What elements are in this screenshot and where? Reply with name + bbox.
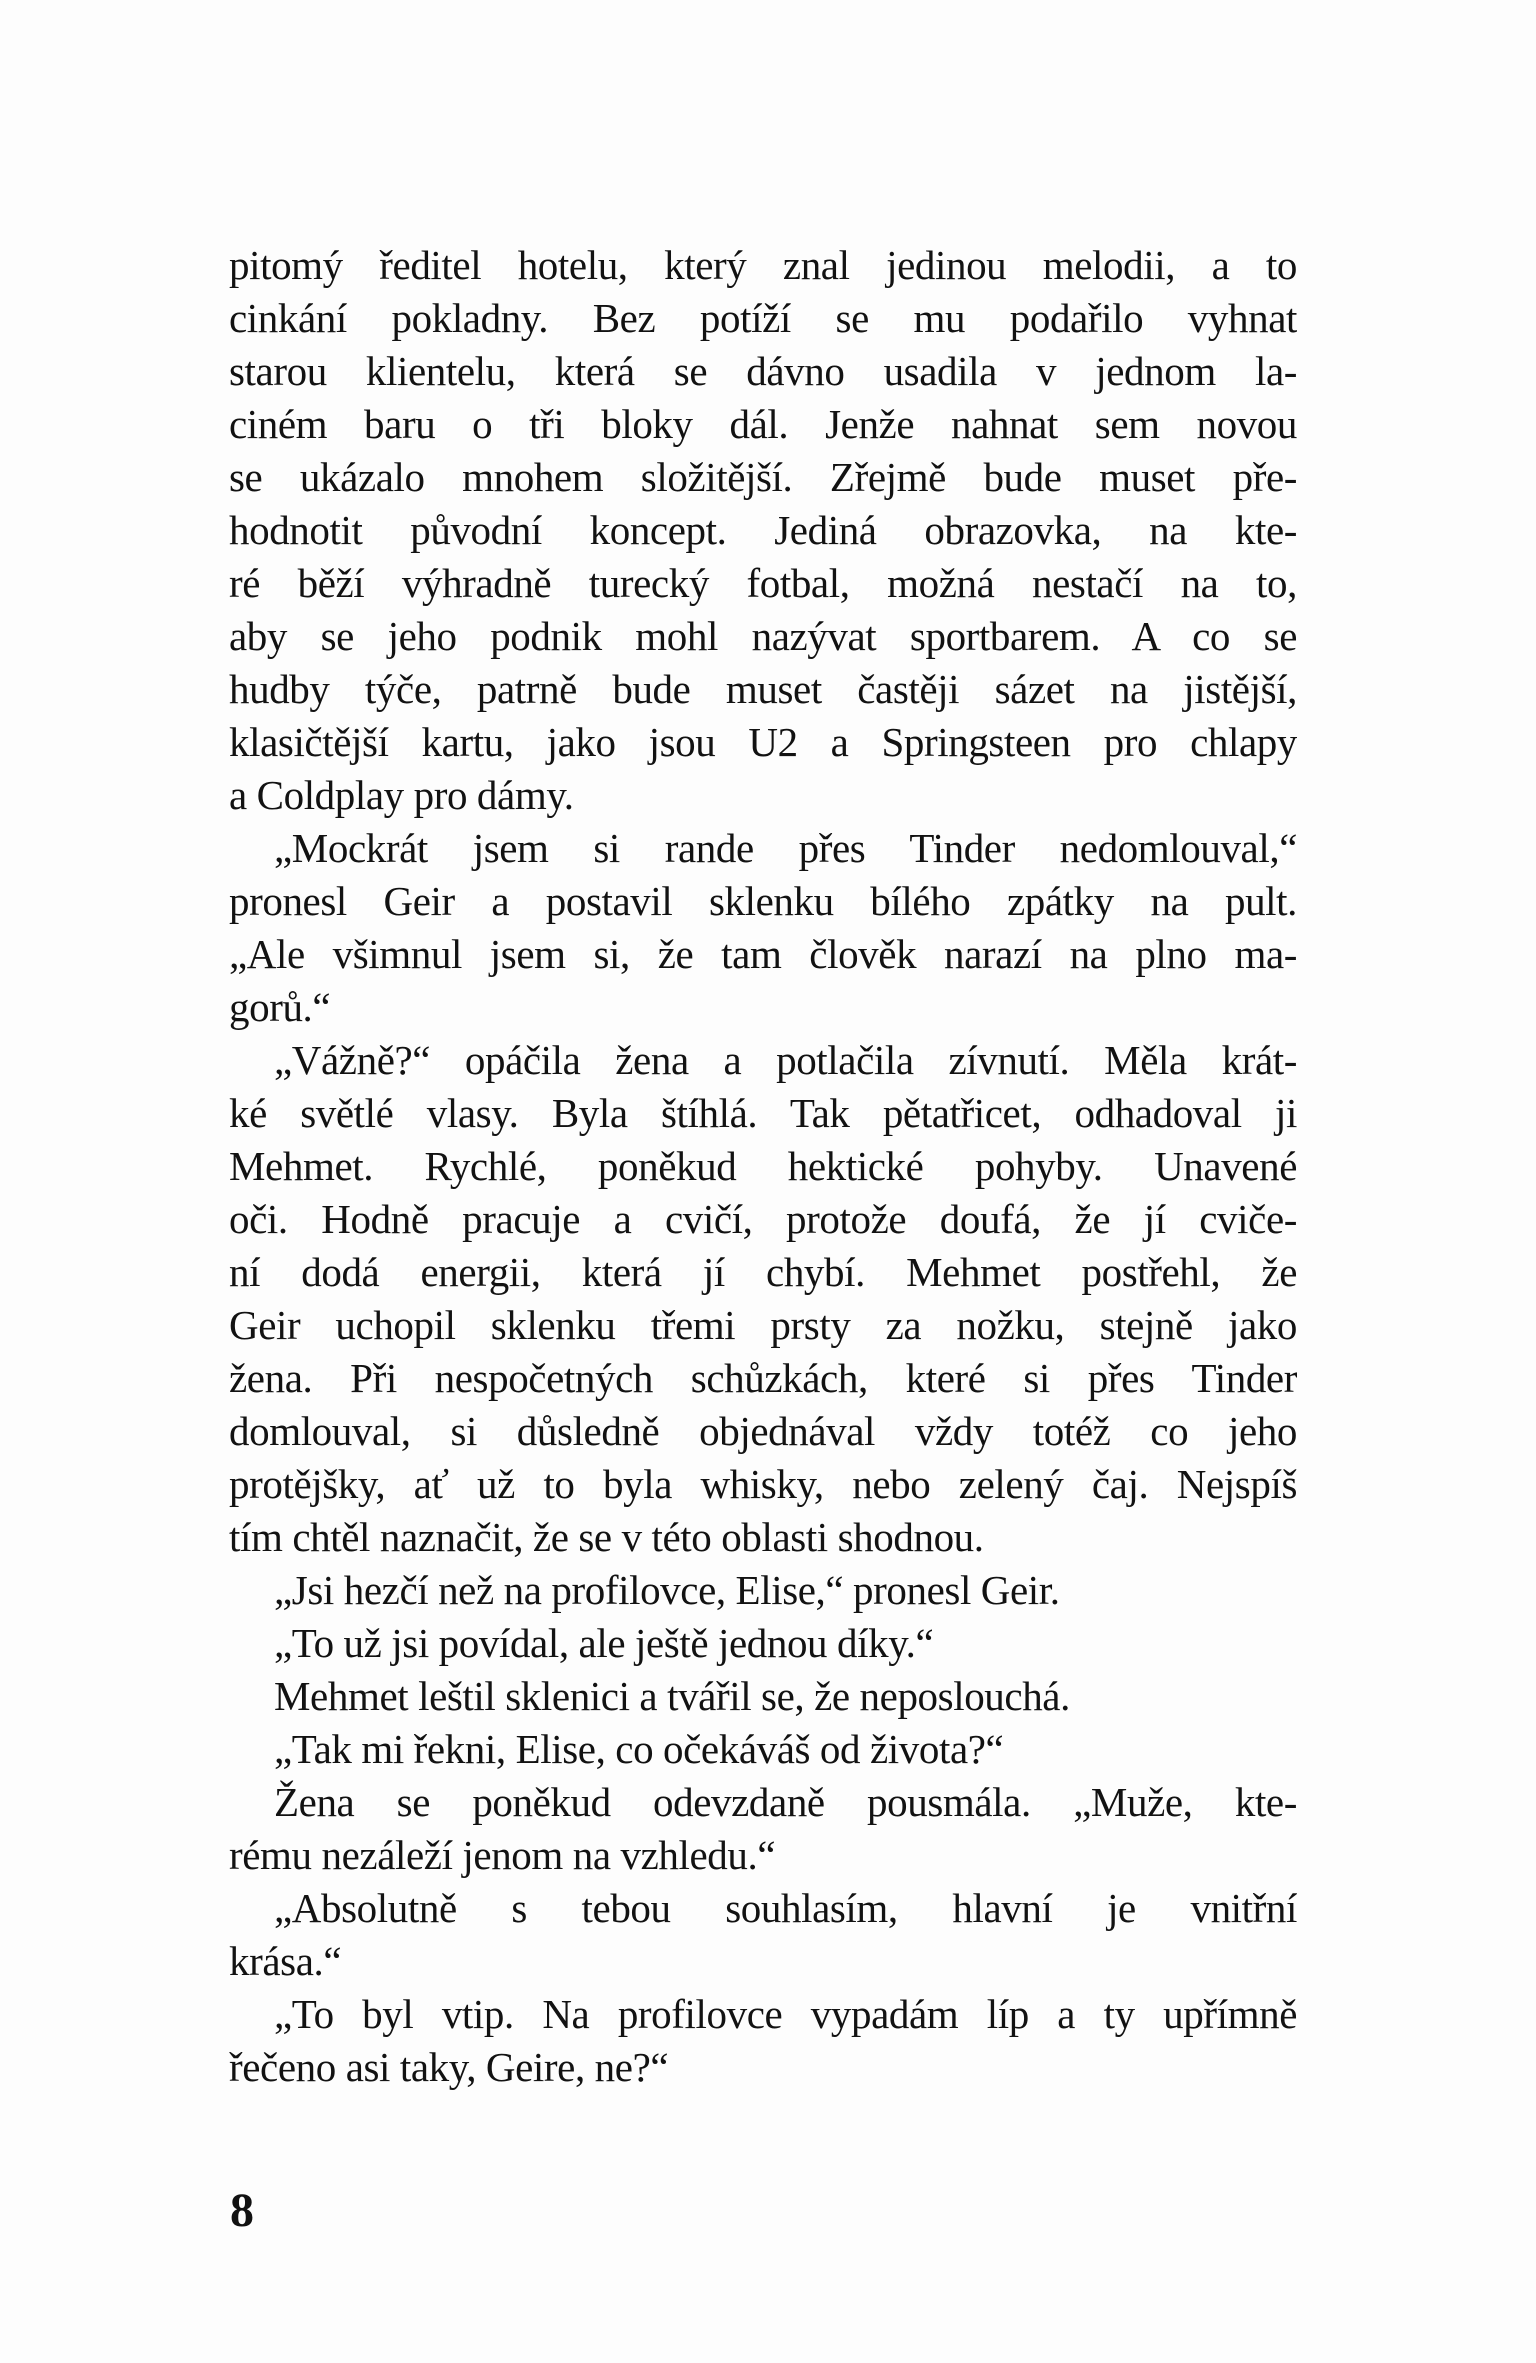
text-line: ciném baru o tři bloky dál. Jenže nahnat sem novou xyxy=(229,401,1297,447)
text-line: starou klientelu, která se dávno usadila v jednom la- xyxy=(229,348,1297,394)
text-line: domlouval, si důsledně objednával vždy totéž co jeho xyxy=(229,1408,1297,1454)
text-line: „Mockrát jsem si rande přes Tinder nedomlouval,“ xyxy=(274,825,1297,871)
text-line: ní dodá energii, která jí chybí. Mehmet postřehl, že xyxy=(229,1249,1297,1295)
text-line: hodnotit původní koncept. Jediná obrazovka, na kte- xyxy=(229,507,1297,553)
text-line: žena. Při nespočetných schůzkách, které si přes Tinder xyxy=(229,1355,1297,1401)
text-line: řečeno asi taky, Geire, ne?“ xyxy=(229,2044,669,2090)
page-number: 8 xyxy=(230,2184,254,2237)
text-line: se ukázalo mnohem složitější. Zřejmě bude muset pře- xyxy=(229,454,1297,500)
text-line: Geir uchopil sklenku třemi prsty za nožku, stejně jako xyxy=(229,1302,1297,1348)
text-line: ré běží výhradně turecký fotbal, možná nestačí na to, xyxy=(229,560,1297,606)
text-line: „Jsi hezčí než na profilovce, Elise,“ pronesl Geir. xyxy=(274,1567,1060,1613)
text-line: „Vážně?“ opáčila žena a potlačila zívnutí. Měla krát- xyxy=(274,1037,1297,1083)
text-line: hudby týče, patrně bude muset častěji sázet na jistější, xyxy=(229,666,1297,712)
text-line: gorů.“ xyxy=(229,984,331,1030)
text-line: a Coldplay pro dámy. xyxy=(229,772,574,818)
text-line: protějšky, ať už to byla whisky, nebo zelený čaj. Nejspíš xyxy=(229,1461,1297,1507)
text-line: aby se jeho podnik mohl nazývat sportbarem. A co se xyxy=(229,613,1297,659)
text-line: Mehmet. Rychlé, poněkud hektické pohyby. Unavené xyxy=(229,1143,1297,1189)
text-line: ké světlé vlasy. Byla štíhlá. Tak pětatřicet, odhadoval ji xyxy=(229,1090,1297,1136)
text-line: „To už jsi povídal, ale ještě jednou díky.“ xyxy=(274,1620,934,1666)
text-line: pronesl Geir a postavil sklenku bílého zpátky na pult. xyxy=(229,878,1297,924)
text-line: „Absolutně s tebou souhlasím, hlavní je vnitřní xyxy=(274,1885,1297,1931)
page-text xyxy=(229,239,1297,2094)
text-line: oči. Hodně pracuje a cvičí, protože doufá, že jí cviče- xyxy=(229,1196,1297,1242)
text-line: Mehmet leštil sklenici a tvářil se, že neposlouchá. xyxy=(274,1673,1070,1719)
text-line: klasičtější kartu, jako jsou U2 a Springsteen pro chlapy xyxy=(229,719,1297,765)
text-line: Žena se poněkud odevzdaně pousmála. „Muže, kte- xyxy=(274,1779,1297,1825)
text-line: krása.“ xyxy=(229,1938,342,1984)
text-line: tím chtěl naznačit, že se v této oblasti shodnou. xyxy=(229,1514,984,1560)
text-line: pitomý ředitel hotelu, který znal jedinou melodii, a to xyxy=(229,242,1297,288)
text-line: rému nezáleží jenom na vzhledu.“ xyxy=(229,1832,776,1878)
text-line: „To byl vtip. Na profilovce vypadám líp a ty upřímně xyxy=(274,1991,1297,2037)
text-line: „Tak mi řekni, Elise, co očekáváš od života?“ xyxy=(274,1726,1004,1772)
text-line: cinkání pokladny. Bez potíží se mu podařilo vyhnat xyxy=(229,295,1297,341)
text-line: „Ale všimnul jsem si, že tam člověk narazí na plno ma- xyxy=(229,931,1297,977)
